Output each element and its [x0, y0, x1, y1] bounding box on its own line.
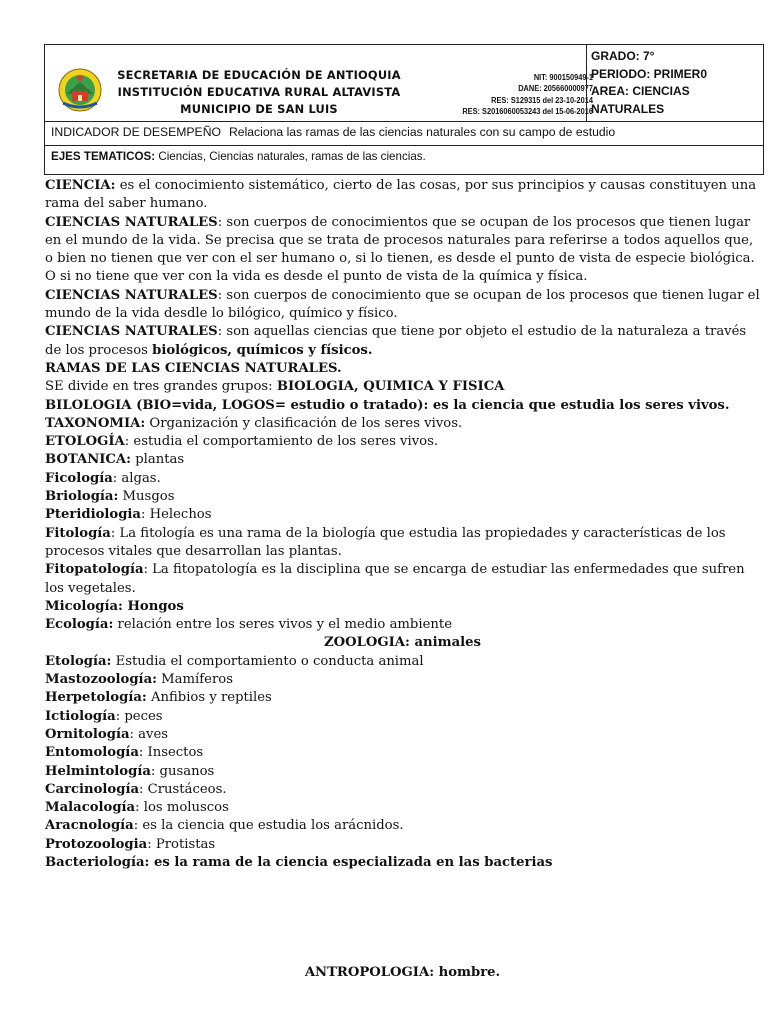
indicator-text: Relaciona las ramas de las ciencias naturales con su campo de estudio [228, 125, 616, 139]
zoo-term: Herpetología: [45, 690, 147, 706]
zoo-item [45, 799, 760, 817]
zoo-text: Anfibios y reptiles [146, 690, 272, 706]
section-title-ramas: RAMAS DE LAS CIENCIAS NATURALES. [45, 360, 342, 376]
divide-line [45, 378, 760, 396]
branch-term: Fitopatología [45, 562, 144, 578]
branch-term: Ecología: [45, 617, 114, 633]
branch-term: Ficología [45, 470, 113, 486]
area-text-line1: AREA: CIENCIAS [591, 84, 690, 98]
document-header [44, 44, 764, 175]
branch-item [45, 598, 760, 616]
zoo-term: Aracnología [45, 818, 134, 834]
zoo-text: : Protistas [147, 836, 216, 852]
zoo-item [45, 689, 760, 707]
zoo-term: Etología: [45, 653, 112, 669]
nit-text: NIT: 900150949-1 [533, 72, 593, 82]
branch-term: Micología: Hongos [45, 598, 184, 614]
zoo-item [45, 817, 760, 835]
institution-line-secretaria: SECRETARIA DE EDUCACIÓN DE ANTIOQUIA [117, 68, 401, 82]
zoo-item [45, 708, 760, 726]
zoo-text: : Crustáceos. [139, 781, 227, 797]
institution-ids [454, 72, 593, 118]
branch-text: : Helechos [140, 507, 212, 523]
divide-text: SE divide en tres grandes grupos: [45, 379, 277, 395]
zoo-term: Ornitología [45, 726, 130, 742]
zoo-item [45, 781, 760, 799]
def-term: CIENCIAS NATURALES [45, 287, 218, 303]
branch-item [45, 488, 760, 506]
grado-text: GRADO: 7° [591, 49, 655, 63]
branch-text: Organización y clasificación de los seres vivos. [145, 415, 463, 431]
zoo-item [45, 744, 760, 762]
indicator-row [45, 121, 763, 146]
institution-line-municipio: MUNICIPIO DE SAN LUIS [180, 102, 338, 116]
zoo-item [45, 653, 760, 671]
dane-text: DANE: 205660000977 [518, 83, 593, 94]
zoo-text: Mamíferos [156, 672, 233, 688]
def-ciencias-naturales-3 [45, 323, 760, 360]
institution-title [109, 67, 409, 118]
biologia-definition: BILOLOGIA (BIO=vida, LOGOS= estudio o tratado): es la ciencia que estudia los seres vivos. [45, 397, 730, 413]
def-text: : son cuerpos de conocimientos que se ocupan de los procesos que tienen lugar en el mundo de la vida. Se precisa que se trata de procesos naturales para referirse a todos aquellos que, o bien no tienen que ver con el ser humano o, si lo tienen, es desde el punto de vista de especie biológica. O si no tiene que ver con la vida es desde el punto de vista de la química y física. [45, 214, 755, 285]
area-text-line2: NATURALES [591, 101, 665, 116]
branch-text: plantas [131, 452, 185, 468]
zoo-term: Entomología [45, 745, 139, 761]
divide-groups: BIOLOGIA, QUIMICA Y FISICA [276, 379, 505, 395]
branch-item [45, 616, 760, 634]
def-ciencia [45, 177, 760, 214]
zoo-term: Malacología [45, 800, 136, 816]
zoo-term: Mastozoología: [45, 672, 157, 688]
section-title-zoologia: ZOOLOGIA: animales [324, 635, 481, 651]
branch-item [45, 525, 760, 562]
branch-text: : La fitología es una rama de la biología que estudia las propiedades y características de los procesos vitales que desarrollan las plantas. [45, 525, 726, 559]
grade-box [586, 45, 765, 121]
section-title-antropologia: ANTROPOLOGIA: hombre. [304, 964, 501, 980]
indicator-label: INDICADOR DE DESEMPEÑO [51, 125, 221, 139]
zoo-text: : Insectos [138, 745, 204, 761]
def-text: : son aquellas ciencias que tiene por objeto el estudio de la naturaleza a través de los procesos [45, 324, 747, 358]
zoo-item [45, 671, 760, 689]
def-text: es el conocimiento sistemático, cierto de las cosas, por sus principios y causas constituyen una rama del saber humano. [45, 178, 757, 212]
zoo-text: Estudia el comportamiento o conducta animal [111, 653, 424, 669]
branch-text: : algas. [112, 470, 161, 486]
zoo-item [45, 726, 760, 744]
def-ciencias-naturales-1 [45, 214, 760, 287]
def-text: : son cuerpos de conocimiento que se ocupan de los procesos que tienen lugar el mundo de la vida desdle lo bilógico, químico y físico. [45, 287, 760, 322]
branch-term: Fitología [45, 525, 111, 541]
zoo-text: : peces [115, 708, 163, 724]
branch-item [45, 470, 760, 488]
res2-text: RES: S2016060053243 del 15-06-2016 [462, 106, 593, 117]
zoo-text: : los moluscos [135, 800, 229, 816]
branch-term: Pteridiologia [45, 507, 141, 523]
branch-term: ETOLOGÍA [45, 434, 125, 450]
def-term: CIENCIAS NATURALES [45, 324, 218, 340]
blank-space [45, 872, 760, 964]
def-text-bold: biológicos, químicos y físicos. [152, 342, 373, 358]
def-term: CIENCIAS NATURALES [45, 214, 218, 230]
zoo-text: : aves [129, 726, 169, 742]
periodo-text: PERIODO: PRIMER0 [591, 66, 708, 81]
school-logo-icon [57, 67, 103, 113]
zoo-term: Helmintología [45, 763, 151, 779]
def-term: CIENCIA: [45, 178, 116, 193]
branch-text: Musgos [118, 489, 175, 505]
def-ciencias-naturales-2 [45, 287, 760, 324]
branch-term: BOTANICA: [45, 452, 132, 468]
zoo-term: Carcinología [45, 781, 139, 797]
zoo-item [45, 854, 760, 872]
branch-text: : La fitopatología es la disciplina que se encarga de estudiar las enfermedades que sufren los vegetales. [45, 562, 745, 596]
zoo-item [45, 836, 760, 854]
branch-item [45, 451, 760, 469]
branch-text: relación entre los seres vivos y el medio ambiente [113, 617, 452, 633]
zoo-text: : gusanos [150, 763, 215, 779]
institution-line-school: INSTITUCIÓN EDUCATIVA RURAL ALTAVISTA [117, 85, 401, 99]
document-body [45, 177, 760, 982]
branch-term: Briología: [45, 489, 119, 505]
res1-text: RES: S129315 del 23-10-2014 [491, 94, 593, 105]
axes-label: EJES TEMATICOS: [51, 150, 156, 163]
axes-row [45, 146, 763, 163]
branch-item [45, 415, 760, 433]
branch-text: : estudia el comportamiento de los seres vivos. [124, 434, 439, 450]
axes-text: Ciencias, Ciencias naturales, ramas de las ciencias. [155, 150, 426, 163]
branch-item [45, 506, 760, 524]
zoo-term: Protozoologia [45, 836, 148, 852]
zoo-term: Ictiología [45, 708, 116, 724]
zoo-item [45, 763, 760, 781]
branch-term: TAXONOMIA: [45, 415, 146, 431]
zoo-text: : es la ciencia que estudia los arácnidos. [133, 818, 404, 834]
zoo-term: Bacteriología: es la rama de la ciencia especializada en las bacterias [45, 854, 553, 870]
header-top-row [45, 45, 763, 122]
branch-item [45, 561, 760, 598]
branch-item [45, 433, 760, 451]
